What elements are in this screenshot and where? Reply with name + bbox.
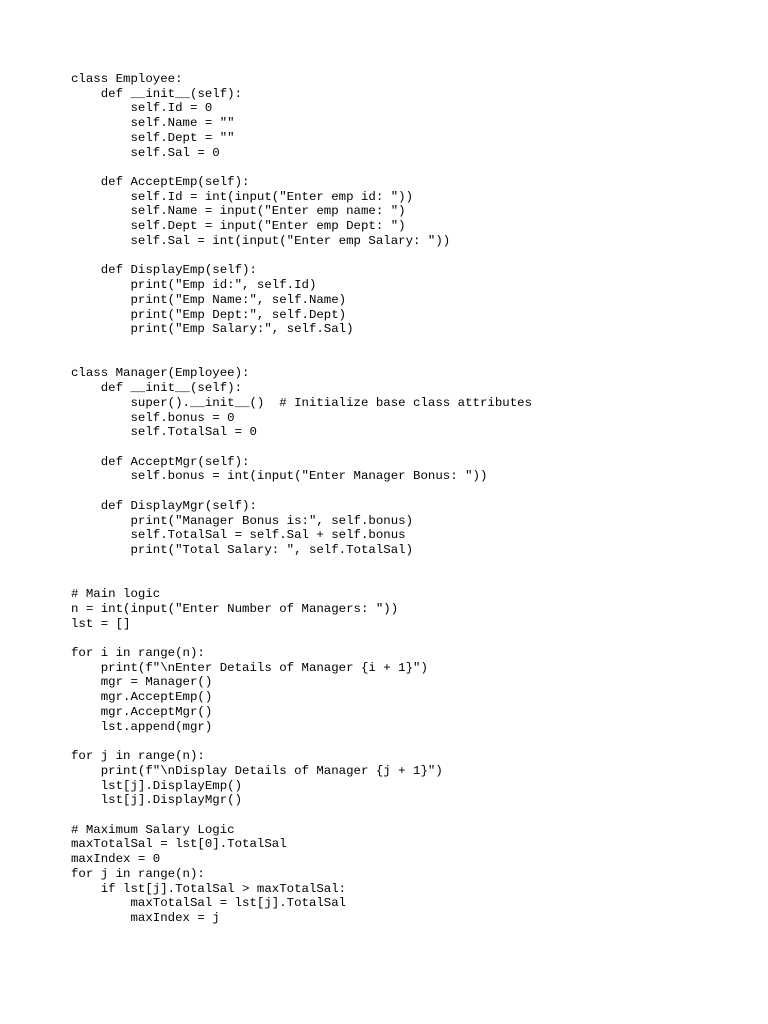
code-line: def AcceptMgr(self):	[71, 454, 250, 469]
code-line: print("Total Salary: ", self.TotalSal)	[71, 543, 414, 557]
code-line	[71, 808, 751, 823]
code-line	[71, 572, 751, 587]
code-line: lst[j].DisplayMgr()	[71, 793, 243, 808]
code-line: self.Id = 0	[71, 101, 213, 116]
code-line: class Manager(Employee):	[71, 366, 250, 381]
code-line	[71, 249, 751, 264]
code-line: self.Dept = ""	[71, 130, 235, 145]
code-line: print("Emp id:", self.Id)	[71, 278, 317, 293]
code-line	[71, 337, 751, 352]
code-line	[71, 352, 751, 367]
code-line: print(f"\nDisplay Details of Manager {j + 1}")	[71, 763, 443, 778]
code-line: self.TotalSal = self.Sal + self.bonus	[71, 528, 406, 543]
code-line: self.Sal = 0	[71, 145, 220, 160]
code-block	[71, 72, 751, 926]
code-line: lst.append(mgr)	[71, 719, 213, 734]
code-line: class Employee:	[71, 72, 183, 86]
code-line: lst[j].DisplayEmp()	[71, 778, 243, 793]
code-line: def DisplayMgr(self):	[71, 498, 257, 513]
code-line	[71, 440, 751, 455]
code-line	[71, 484, 751, 499]
code-line: print(f"\nEnter Details of Manager {i + 1}")	[71, 660, 428, 675]
code-line: maxIndex = j	[71, 910, 220, 925]
code-line: # Maximum Salary Logic	[71, 822, 235, 837]
code-line: self.TotalSal = 0	[71, 425, 257, 440]
code-line: self.Dept = input("Enter emp Dept: ")	[71, 219, 406, 234]
code-line: self.Name = ""	[71, 116, 235, 131]
code-line: mgr.AcceptMgr()	[71, 704, 213, 719]
code-line	[71, 160, 751, 175]
code-line: def __init__(self):	[71, 381, 243, 396]
code-line: self.bonus = 0	[71, 410, 235, 425]
code-line: self.Sal = int(input("Enter emp Salary: "))	[71, 233, 451, 248]
code-line: n = int(input("Enter Number of Managers: "))	[71, 601, 399, 616]
code-line: super().__init__() # Initialize base class attributes	[71, 395, 533, 410]
code-line: mgr.AcceptEmp()	[71, 690, 213, 705]
code-line	[71, 734, 751, 749]
code-line: maxIndex = 0	[71, 852, 161, 867]
code-line: print("Emp Name:", self.Name)	[71, 292, 347, 307]
code-line: def __init__(self):	[71, 86, 243, 101]
code-line: maxTotalSal = lst[j].TotalSal	[71, 896, 347, 911]
code-line: maxTotalSal = lst[0].TotalSal	[71, 837, 287, 852]
code-line: if lst[j].TotalSal > maxTotalSal:	[71, 881, 347, 896]
code-line	[71, 631, 751, 646]
code-line: def AcceptEmp(self):	[71, 175, 250, 190]
code-line	[71, 558, 751, 573]
code-line: for j in range(n):	[71, 749, 205, 764]
code-line: self.Name = input("Enter emp name: ")	[71, 204, 406, 219]
code-line: def DisplayEmp(self):	[71, 263, 257, 278]
code-line: lst = []	[71, 616, 131, 631]
code-line: mgr = Manager()	[71, 675, 213, 690]
code-line: # Main logic	[71, 587, 161, 602]
code-line: print("Emp Dept:", self.Dept)	[71, 307, 347, 322]
code-line: print("Emp Salary:", self.Sal)	[71, 322, 354, 337]
code-line: print("Manager Bonus is:", self.bonus)	[71, 513, 414, 528]
code-line: for i in range(n):	[71, 646, 205, 661]
code-line: for j in range(n):	[71, 866, 205, 881]
code-line: self.bonus = int(input("Enter Manager Bonus: "))	[71, 469, 488, 484]
code-line: self.Id = int(input("Enter emp id: "))	[71, 189, 414, 204]
